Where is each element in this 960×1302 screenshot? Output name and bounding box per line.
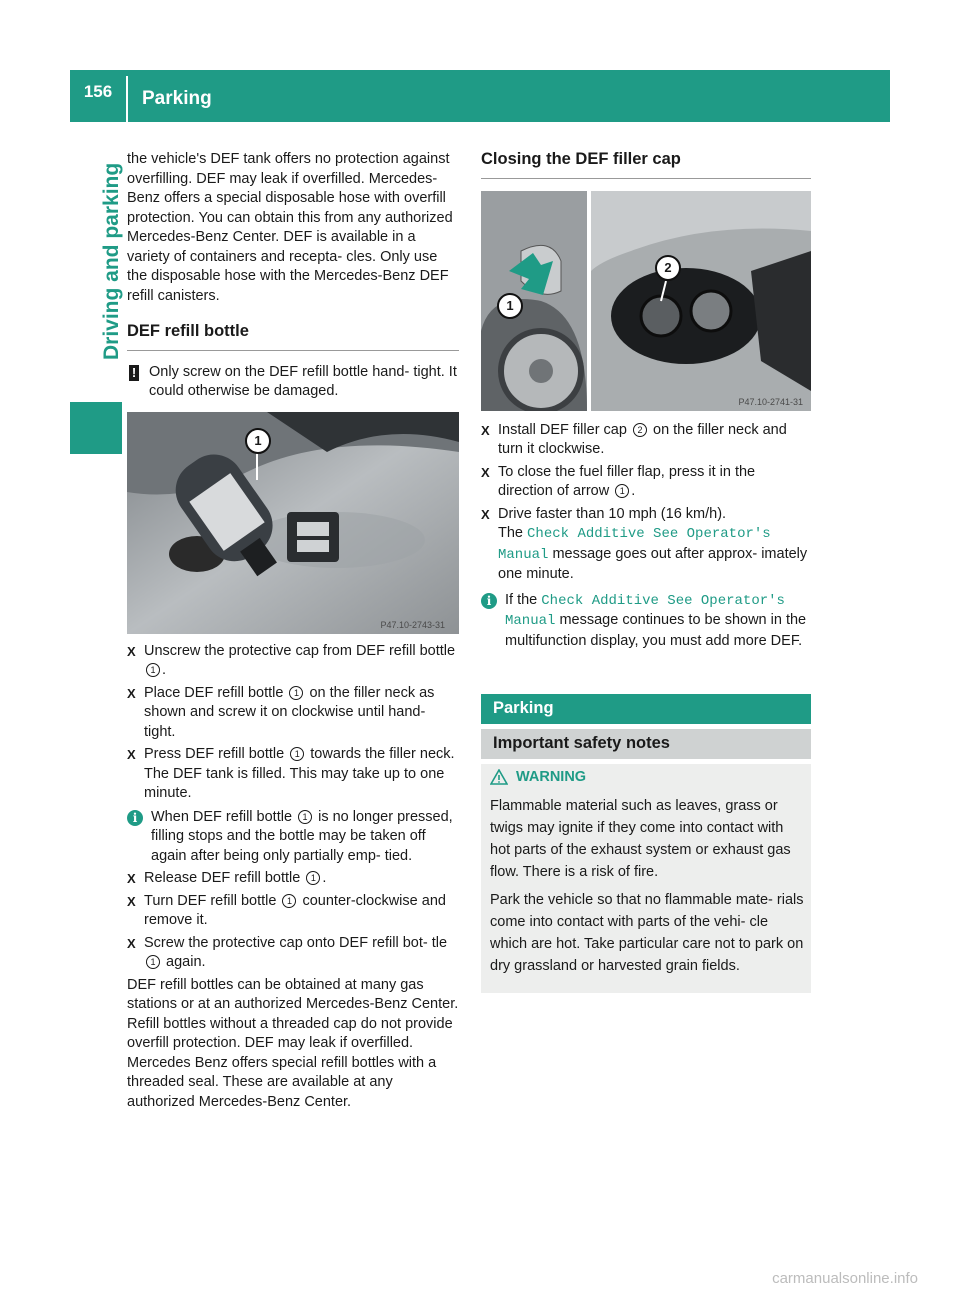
info-note: i If the Check Additive See Operator's Manual message continues to be shown in the multifunction display, you must add more DEF. (481, 591, 811, 652)
callout-ref: 1 (306, 871, 320, 885)
callout-ref: 1 (282, 894, 296, 908)
callout-ref: 2 (633, 423, 647, 437)
info-note: i When DEF refill bottle 1 is no longer pressed, filling stops and the bottle may be taken off again after being only partially emp- tied. (127, 808, 459, 867)
filler-cap-illustration (481, 191, 811, 411)
figure-callout-1: 1 (497, 293, 523, 319)
figure-code: P47.10-2743-31 (380, 619, 445, 630)
step-marker: X (127, 893, 136, 909)
warning-paragraph: Flammable material such as leaves, grass or twigs may ignite if they come into contact with hot parts of the exhaust system or exhaust gas flow. There is a risk of fire. (490, 798, 791, 880)
step-screw-cap: X Screw the protective cap onto DEF refill bot- tle 1 again. (127, 934, 459, 973)
step-release-bottle: X Release DEF refill bottle 1 . (127, 869, 459, 889)
step-marker: X (127, 935, 136, 951)
step-marker: X (127, 871, 136, 886)
watermark: carmanualsonline.info (772, 1270, 918, 1287)
warning-paragraph: Park the vehicle so that no flammable mate- rials come into contact with parts of the vehi- cle which are hot. Take particular care not to park on dry grassland or harvested grain fields. (490, 892, 804, 974)
safety-notes-bar (481, 729, 811, 759)
step-marker: X (127, 643, 136, 659)
info-icon: i (127, 810, 143, 826)
step-marker: X (481, 506, 490, 522)
display-message: Check Additive See Operator's Manual (505, 592, 785, 629)
def-filler-cap-figure (481, 191, 811, 411)
parking-section-bar (481, 694, 811, 724)
warning-triangle-icon (490, 769, 508, 785)
caution-icon: ! (129, 365, 139, 381)
step-marker: X (481, 464, 490, 480)
warning-header (490, 769, 586, 785)
chapter-tab-marker (70, 402, 122, 454)
step-drive-faster: X Drive faster than 10 mph (16 km/h). The Check Additive See Operator's Manual message goes out after approx- imately one minute. (481, 505, 811, 585)
callout-ref: 1 (290, 747, 304, 761)
callout-ref: 1 (615, 484, 629, 498)
info-icon: i (481, 593, 497, 609)
step-marker: X (127, 685, 136, 701)
header-divider (126, 76, 128, 122)
step-result: The DEF tank is filled. This may take up to one minute. (144, 765, 445, 801)
refill-bottle-illustration (127, 412, 459, 634)
chapter-side-tab: Driving and parking (100, 162, 123, 360)
figure-callout-2: 2 (655, 255, 681, 281)
callout-ref: 1 (146, 663, 160, 677)
page-header (70, 70, 890, 122)
page-number: 156 (83, 82, 113, 101)
step-unscrew-cap: X Unscrew the protective cap from DEF refill bottle 1 . (127, 642, 459, 681)
step-marker: X (481, 422, 490, 438)
callout-ref: 1 (298, 810, 312, 824)
closing-paragraph: DEF refill bottles can be obtained at many gas stations or at an authorized Mercedes-Benz Center. Refill bottles without a threaded cap do not provide overfill protection. DEF may leak if overfilled. Mercedes Benz offers special refill bottles with a threaded seal. These are available at any authorized Mercedes-Benz Center. (127, 976, 459, 1110)
step-place-bottle: X Place DEF refill bottle 1 on the filler neck as shown and screw it on clockwise until hand- tight. (127, 684, 459, 743)
callout-ref: 1 (146, 955, 160, 969)
figure-callout-1: 1 (245, 428, 271, 454)
right-column (481, 150, 811, 651)
caution-note (127, 363, 459, 402)
step-close-flap: X To close the fuel filler flap, press it in the direction of arrow 1 . (481, 463, 811, 502)
display-message: Check Additive See Operator's Manual (498, 526, 771, 563)
step-install-cap: X Install DEF filler cap 2 on the filler neck and turn it clockwise. (481, 421, 811, 460)
left-column (127, 150, 459, 1112)
step-marker: X (127, 747, 136, 762)
caution-text: Only screw on the DEF refill bottle hand- tight. It could otherwise be damaged. (149, 363, 457, 399)
warning-title: WARNING (516, 769, 587, 785)
closing-def-filler-cap-heading: Closing the DEF filler cap (481, 150, 811, 179)
def-refill-bottle-figure (127, 412, 459, 634)
step-press-bottle: X Press DEF refill bottle 1 towards the filler neck. The DEF tank is filled. This may take up to one minute. (127, 745, 459, 804)
parking-section-title: Parking (493, 699, 554, 717)
page-title: Parking (142, 88, 212, 109)
def-refill-bottle-heading: DEF refill bottle (127, 322, 459, 351)
intro-paragraph: the vehicle's DEF tank offers no protection against overfilling. DEF may leak if overfilled. Mercedes-Benz offers a special disposable hose with overfill protection. You can obtain this from any authorized Mercedes-Benz Center. DEF is available in a variety of containers and recepta- cles. Only use the disposable hose with the Mercedes-Benz DEF refill canisters. (127, 151, 453, 304)
step-turn-bottle: X Turn DEF refill bottle 1 counter-clockwise and remove it. (127, 892, 459, 931)
warning-box (481, 764, 811, 993)
figure-code: P47.10-2741-31 (738, 396, 803, 407)
callout-ref: 1 (289, 686, 303, 700)
safety-notes-title: Important safety notes (493, 734, 670, 752)
